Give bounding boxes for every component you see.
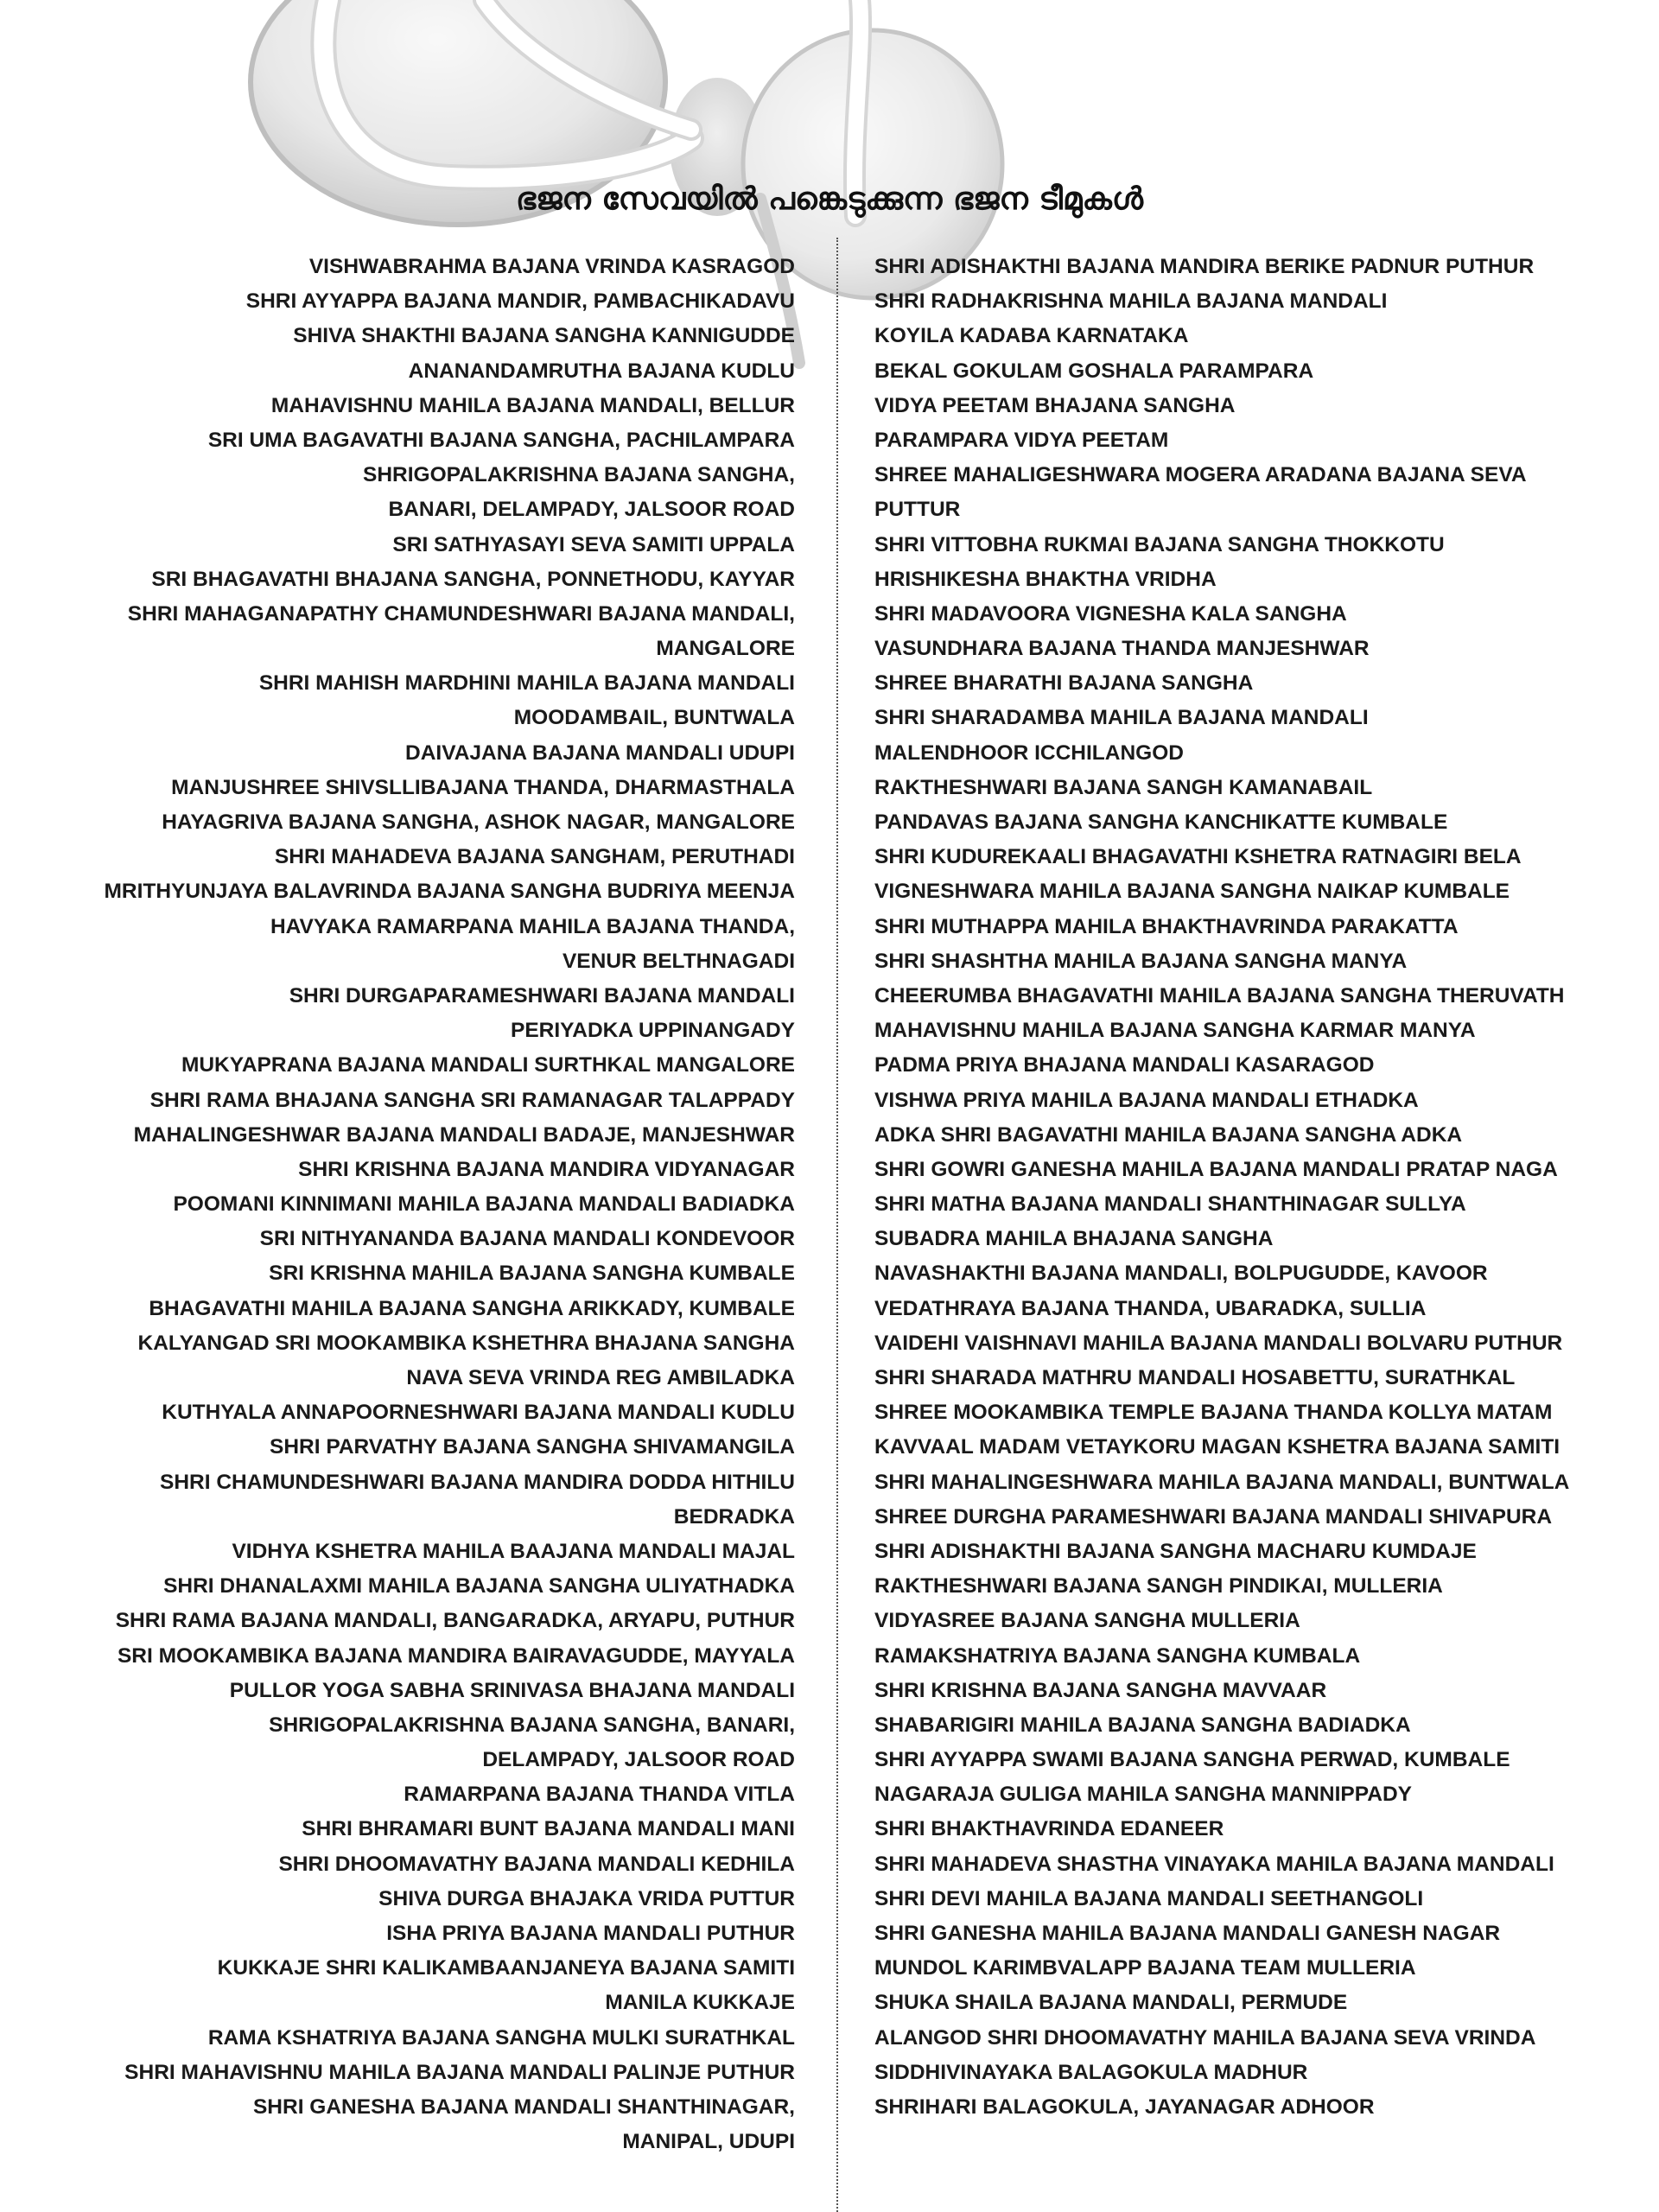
team-name: SRI KRISHNA MAHILA BAJANA SANGHA KUMBALE [269, 1262, 795, 1286]
team-name: SHREE BHARATHI BAJANA SANGHA [874, 671, 1254, 696]
team-name: NAVA SEVA VRINDA REG AMBILADKA [406, 1366, 795, 1389]
team-name: PARAMPARA VIDYA PEETAM [874, 428, 1169, 452]
team-name: SRI SATHYASAYI SEVA SAMITI UPPALA [392, 532, 795, 556]
team-name: SHRI RAMA BAJANA MANDALI, BANGARADKA, ARYAPU, PUTHUR [115, 1609, 795, 1633]
team-name: SHREE DURGHA PARAMESHWARI BAJANA MANDALI SHIVAPURA [874, 1504, 1553, 1529]
team-name: SHRI ADISHAKTHI BAJANA SANGHA MACHARU KUMDAJE [874, 1539, 1477, 1563]
team-name: KAVVAAL MADAM VETAYKORU MAGAN KSHETRA BAJANA SAMITI [874, 1435, 1560, 1459]
team-name: SHRI KRISHNA BAJANA SANGHA MAVVAAR [874, 1678, 1327, 1702]
team-name: SIDDHIVINAYAKA BALAGOKULA MADHUR [874, 2060, 1308, 2084]
team-name: SHRI AYYAPPA SWAMI BAJANA SANGHA PERWAD, KUMBALE [874, 1748, 1510, 1772]
team-name: MUNDOL KARIMBVALAPP BAJANA TEAM MULLERIA [874, 1956, 1416, 1980]
team-name: ISHA PRIYA BAJANA MANDALI PUTHUR [386, 1922, 795, 1945]
team-name: SHRI CHAMUNDESHWARI BAJANA MANDIRA DODDA HITHILU [160, 1470, 795, 1494]
team-name: SHRI GANESHA MAHILA BAJANA MANDALI GANESH NAGAR [874, 1922, 1501, 1945]
team-name: VISHWA PRIYA MAHILA BAJANA MANDALI ETHADKA [874, 1088, 1419, 1112]
team-name: VIDYA PEETAM BHAJANA SANGHA [874, 393, 1236, 417]
team-name: BEDRADKA [673, 1504, 795, 1529]
team-name: SUBADRA MAHILA BHAJANA SANGHA [874, 1227, 1274, 1251]
team-name: KUTHYALA ANNAPOORNESHWARI BAJANA MANDALI KUDLU [162, 1401, 795, 1425]
page-title: ഭജന സേവയിൽ പങ്കെടുക്കുന്ന ഭജന ടീമുകൾ [515, 181, 1144, 217]
team-name: SHRI RAMA BHAJANA SANGHA SRI RAMANAGAR TALAPPADY [149, 1088, 795, 1112]
team-name: MAHAVISHNU MAHILA BAJANA SANGHA KARMAR MANYA [874, 1019, 1476, 1043]
team-name: SHREE MAHALIGESHWARA MOGERA ARADANA BAJANA SEVA [874, 463, 1527, 487]
team-name: VIGNESHWARA MAHILA BAJANA SANGHA NAIKAP KUMBALE [874, 880, 1510, 904]
team-name: VISHWABRAHMA BAJANA VRINDA KASRAGOD [308, 255, 795, 278]
team-name: ADKA SHRI BAGAVATHI MAHILA BAJANA SANGHA ADKA [874, 1122, 1463, 1147]
team-name: MANJUSHREE SHIVSLLIBAJANA THANDA, DHARMASTHALA [171, 775, 795, 799]
team-name: MALENDHOOR ICCHILANGOD [874, 741, 1184, 765]
team-name: BEKAL GOKULAM GOSHALA PARAMPARA [874, 359, 1314, 383]
team-name: SHRI MUTHAPPA MAHILA BHAKTHAVRINDA PARAKATTA [874, 914, 1459, 938]
team-name: SHRI DURGAPARAMESHWARI BAJANA MANDALI [289, 983, 795, 1007]
team-name: PERIYADKA UPPINANGADY [511, 1019, 795, 1043]
team-name: KALYANGAD SRI MOOKAMBIKA KSHETHRA BHAJANA SANGHA [137, 1331, 795, 1355]
team-name: RAMA KSHATRIYA BAJANA SANGHA MULKI SURATHKAL [207, 2025, 795, 2050]
team-name: SHRI SHARADA MATHRU MANDALI HOSABETTU, SURATHKAL [874, 1366, 1516, 1389]
team-name: SRI BHAGAVATHI BHAJANA SANGHA, PONNETHODU, KAYYAR [151, 567, 795, 591]
left-column-team-list [35, 250, 795, 2159]
team-name: SHRI DHOOMAVATHY BAJANA MANDALI KEDHILA [278, 1852, 795, 1876]
team-name: RAKTHESHWARI BAJANA SANGH PINDIKAI, MULLERIA [874, 1574, 1443, 1599]
team-name: SHRI MAHADEVA SHASTHA VINAYAKA MAHILA BAJANA MANDALI [874, 1852, 1554, 1876]
team-name: ANANANDAMRUTHA BAJANA KUDLU [408, 359, 795, 383]
team-name: DAIVAJANA BAJANA MANDALI UDUPI [405, 741, 795, 765]
team-name: RAMAKSHATRIYA BAJANA SANGHA KUMBALA [874, 1643, 1361, 1668]
team-name: BANARI, DELAMPADY, JALSOOR ROAD [388, 498, 795, 522]
team-name: ALANGOD SHRI DHOOMAVATHY MAHILA BAJANA SEVA VRINDA [874, 2025, 1536, 2050]
team-name: VENUR BELTHNAGADI [562, 949, 795, 973]
team-name: PANDAVAS BAJANA SANGHA KANCHIKATTE KUMBALE [874, 810, 1448, 834]
team-name: SHRI MAHADEVA BAJANA SANGHAM, PERUTHADI [274, 845, 795, 869]
team-name: MOODAMBAIL, BUNTWALA [513, 706, 795, 730]
team-name: SHRI DEVI MAHILA BAJANA MANDALI SEETHANGOLI [874, 1886, 1424, 1910]
team-name: MANIPAL, UDUPI [622, 2130, 795, 2154]
team-name: VIDHYA KSHETRA MAHILA BAAJANA MANDALI MAJAL [232, 1539, 795, 1563]
team-name: SRI MOOKAMBIKA BAJANA MANDIRA BAIRAVAGUDDE, MAYYALA [117, 1643, 795, 1668]
team-name: MAHALINGESHWAR BAJANA MANDALI BADAJE, MANJESHWAR [133, 1122, 795, 1147]
team-name: SHABARIGIRI MAHILA BAJANA SANGHA BADIADKA [874, 1713, 1411, 1737]
team-name: SHRI MAHAVISHNU MAHILA BAJANA MANDALI PALINJE PUTHUR [124, 2060, 795, 2084]
team-name: SRI NITHYANANDA BAJANA MANDALI KONDEVOOR [259, 1227, 795, 1251]
team-name: SHRI ADISHAKTHI BAJANA MANDIRA BERIKE PADNUR PUTHUR [874, 255, 1535, 278]
team-name: NAVASHAKTHI BAJANA MANDALI, BOLPUGUDDE, KAVOOR [874, 1262, 1488, 1286]
team-name: VIDYASREE BAJANA SANGHA MULLERIA [874, 1609, 1300, 1633]
team-name: SHRI GANESHA BAJANA MANDALI SHANTHINAGAR, [252, 2094, 795, 2119]
team-name: SRI UMA BAGAVATHI BAJANA SANGHA, PACHILAMPARA [207, 428, 795, 452]
team-name: SHUKA SHAILA BAJANA MANDALI, PERMUDE [874, 1991, 1348, 2015]
team-name: SHRI MATHA BAJANA MANDALI SHANTHINAGAR SULLYA [874, 1192, 1466, 1217]
team-name: SHRIGOPALAKRISHNA BAJANA SANGHA, BANARI, [269, 1713, 795, 1737]
team-name: PUTTUR [874, 498, 961, 522]
team-name: SHRI PARVATHY BAJANA SANGHA SHIVAMANGILA [269, 1435, 795, 1459]
team-name: VAIDEHI VAISHNAVI MAHILA BAJANA MANDALI BOLVARU PUTHUR [874, 1331, 1563, 1355]
team-name: SHRI MAHISH MARDHINI MAHILA BAJANA MANDALI [258, 671, 795, 696]
team-name: KUKKAJE SHRI KALIKAMBAANJANEYA BAJANA SAMITI [217, 1956, 795, 1980]
team-name: SHRI DHANALAXMI MAHILA BAJANA SANGHA ULIYATHADKA [163, 1574, 795, 1599]
team-name: KOYILA KADABA KARNATAKA [874, 324, 1189, 348]
team-name: MAHAVISHNU MAHILA BAJANA MANDALI, BELLUR [270, 393, 795, 417]
team-name: SHRI KUDUREKAALI BHAGAVATHI KSHETRA RATNAGIRI BELA [874, 845, 1522, 869]
team-name: SHRIGOPALAKRISHNA BAJANA SANGHA, [362, 463, 795, 487]
team-name: MRITHYUNJAYA BALAVRINDA BAJANA SANGHA BUDRIYA MEENJA [104, 880, 795, 904]
team-name: RAMARPANA BAJANA THANDA VITLA [404, 1783, 795, 1807]
team-name: SHRI MADAVOORA VIGNESHA KALA SANGHA [874, 601, 1347, 626]
team-name: SHRI MAHALINGESHWARA MAHILA BAJANA MANDALI, BUNTWALA [874, 1470, 1570, 1494]
team-name: MANGALORE [656, 637, 795, 661]
team-name: SHRI SHARADAMBA MAHILA BAJANA MANDALI [874, 706, 1369, 730]
team-name: SHREE MOOKAMBIKA TEMPLE BAJANA THANDA KOLLYA MATAM [874, 1401, 1553, 1425]
team-name: SHRI KRISHNA BAJANA MANDIRA VIDYANAGAR [298, 1157, 795, 1181]
team-name: SHRI VITTOBHA RUKMAI BAJANA SANGHA THOKKOTU [874, 532, 1445, 556]
team-name: SHRIHARI BALAGOKULA, JAYANAGAR ADHOOR [874, 2094, 1375, 2119]
team-name: PADMA PRIYA BHAJANA MANDALI KASARAGOD [874, 1053, 1375, 1077]
team-name: SHRI BHRAMARI BUNT BAJANA MANDALI MANI [302, 1817, 795, 1841]
team-name: SHIVA SHAKTHI BAJANA SANGHA KANNIGUDDE [293, 324, 795, 348]
team-name: SHRI GOWRI GANESHA MAHILA BAJANA MANDALI PRATAP NAGA [874, 1157, 1558, 1181]
team-name: BHAGAVATHI MAHILA BAJANA SANGHA ARIKKADY, KUMBALE [149, 1296, 795, 1320]
team-name: NAGARAJA GULIGA MAHILA SANGHA MANNIPPADY [874, 1783, 1413, 1807]
team-name: HAYAGRIVA BAJANA SANGHA, ASHOK NAGAR, MANGALORE [162, 810, 795, 834]
team-name: POOMANI KINNIMANI MAHILA BAJANA MANDALI BADIADKA [173, 1192, 795, 1217]
team-name: RAKTHESHWARI BAJANA SANGH KAMANABAIL [874, 775, 1373, 799]
column-divider [836, 238, 838, 2212]
team-name: SHIVA DURGA BHAJAKA VRIDA PUTTUR [378, 1886, 795, 1910]
team-name: MUKYAPRANA BAJANA MANDALI SURTHKAL MANGALORE [181, 1053, 795, 1077]
team-name: SHRI RADHAKRISHNA MAHILA BAJANA MANDALI [874, 289, 1388, 314]
team-name: SHRI MAHAGANAPATHY CHAMUNDESHWARI BAJANA MANDALI, [127, 601, 795, 626]
right-column-team-list [874, 250, 1635, 2125]
team-name: CHEERUMBA BHAGAVATHI MAHILA BAJANA SANGHA THERUVATH [874, 983, 1565, 1007]
team-name: SHRI BHAKTHAVRINDA EDANEER [874, 1817, 1224, 1841]
team-name: MANILA KUKKAJE [605, 1991, 795, 2015]
team-name: VASUNDHARA BAJANA THANDA MANJESHWAR [874, 637, 1370, 661]
team-name: PULLOR YOGA SABHA SRINIVASA BHAJANA MANDALI [229, 1678, 795, 1702]
team-name: SHRI SHASHTHA MAHILA BAJANA SANGHA MANYA [874, 949, 1408, 973]
team-name: HAVYAKA RAMARPANA MAHILA BAJANA THANDA, [270, 914, 795, 938]
team-name: DELAMPADY, JALSOOR ROAD [482, 1748, 795, 1772]
team-name: SHRI AYYAPPA BAJANA MANDIR, PAMBACHIKADAVU [245, 289, 795, 314]
team-name: VEDATHRAYA BAJANA THANDA, UBARADKA, SULLIA [874, 1296, 1427, 1320]
team-name: HRISHIKESHA BHAKTHA VRIDHA [874, 567, 1217, 591]
